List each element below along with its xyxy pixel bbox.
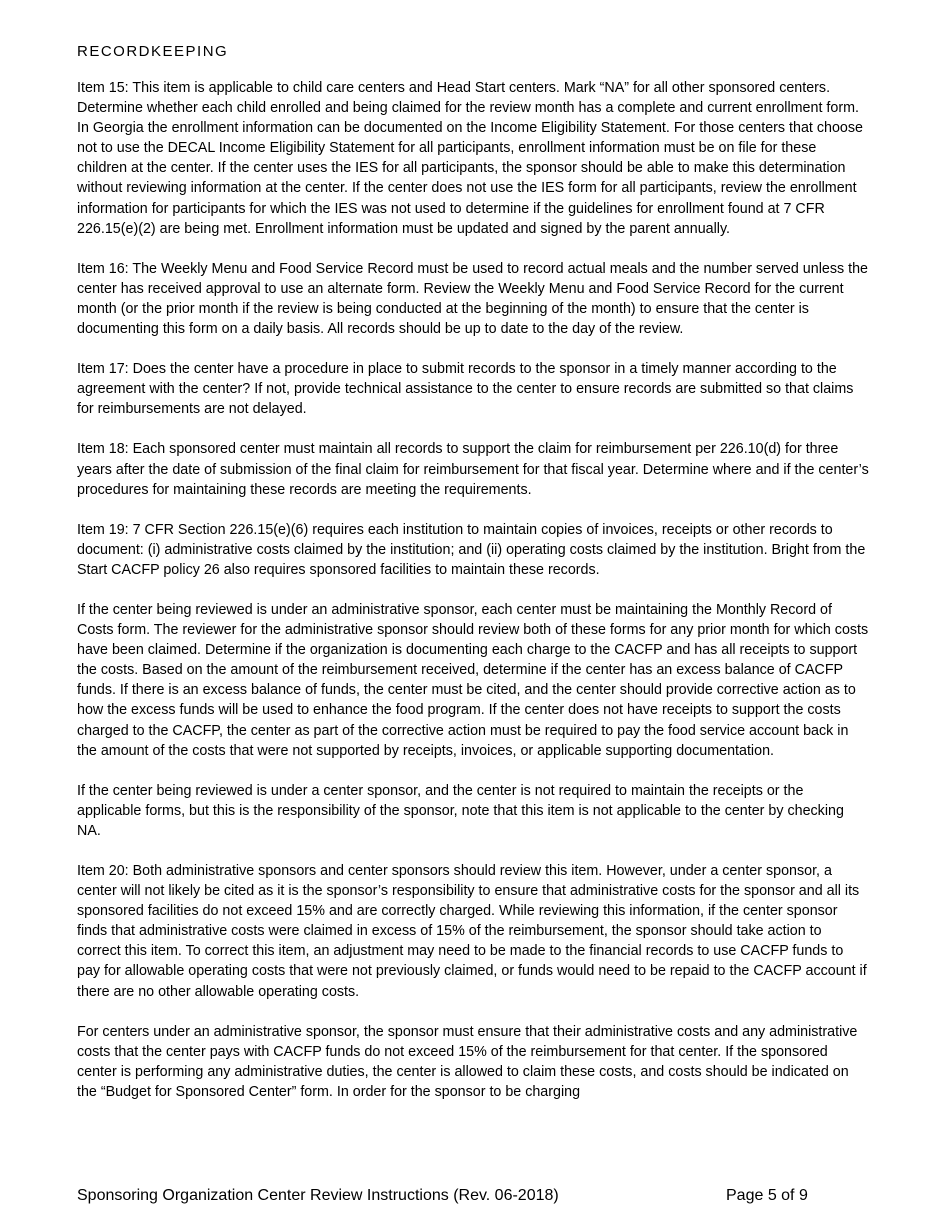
paragraph-item-19: Item 19: 7 CFR Section 226.15(e)(6) requires each institution to maintain copies of invoices, receipts or other records to document: (i) administrative costs claimed by the institution; and (ii) operating costs claimed by the institution. Bright from the Start CACFP policy 26 also requires sponsored facilities to maintain these records. xyxy=(77,521,866,578)
paragraph-administrative-sponsor: If the center being reviewed is under an administrative sponsor, each center must be maintaining the Monthly Record of Costs form. The reviewer for the administrative sponsor should review both of these forms for any prior month for which costs have been claimed. Determine if the organization is documenting each charge to the CACFP and has all receipts to support the costs. Based on the amount of the reimbursement received, determine if the center has an excess balance of CACFP funds. If there is an excess balance of funds, the center must be cited, and the center should provide corrective action as to how the excess funds will be used to enhance the food program. If the center does not have receipts to support the costs charged to the CACFP, the center as part of the corrective action must be required to pay the food service account back in the amount of the costs that were not supported by receipts, invoices, or applicable supporting documentation. xyxy=(77,601,869,759)
paragraph-admin-costs: For centers under an administrative sponsor, the sponsor must ensure that their administrative costs and any administrative costs that the center pays with CACFP funds do not exceed 15% of the reimbursement for that center. If the sponsored center is performing any administrative duties, the center is allowed to claim these costs, and costs should be indicated on the “Budget for Sponsored Center” form. In order for the sponsor to be charging xyxy=(77,1023,858,1100)
paragraph-item-15: Item 15: This item is applicable to child care centers and Head Start centers. Mark “NA” for all other sponsored centers. Determine whether each child enrolled and being claimed for the review month has a complete and current enrollment form. In Georgia the enrollment information can be documented on the Income Eligibility Statement. For those centers that choose not to use the DECAL Income Eligibility Statement for all participants, enrollment information must be on file for these children at the center. If the center uses the IES for all participants, the sponsor should be able to make this determination without reviewing information at the center. If the center does not use the IES form for all participants, review the enrollment information for participants for which the IES was not used to determine if the guidelines for enrollment found at 7 CFR 226.15(e)(2) are being met. Enrollment information must be updated and signed by the parent annually. xyxy=(77,80,863,237)
section-heading: RECORDKEEPING xyxy=(77,43,229,60)
paragraph-center-sponsor: If the center being reviewed is under a center sponsor, and the center is not required to maintain the receipts or the applicable forms, but this is the responsibility of the sponsor, note that this item is not applicable to the center by checking NA. xyxy=(77,782,844,839)
page-footer xyxy=(77,1187,869,1211)
paragraph-item-20: Item 20: Both administrative sponsors and center sponsors should review this item. However, under a center sponsor, a center will not likely be cited as it is the sponsor’s responsibility to ensure that administrative costs for the sponsor and all its sponsored facilities do not exceed 15% and are correctly charged. While reviewing this information, if the center sponsor finds that administrative costs were claimed in excess of 15% of the reimbursement, the sponsor should take action to correct this item. To correct this item, an adjustment may need to be made to the financial records to use CACFP funds to pay for allowable operating costs that were not previously claimed, or funds would need to be repaid to the CACFP account if there are no other allowable operating costs. xyxy=(77,863,867,1000)
footer-title: Sponsoring Organization Center Review Instructions (Rev. 06-2018) xyxy=(77,1187,559,1204)
paragraph-item-16: Item 16: The Weekly Menu and Food Service Record must be used to record actual meals and the number served unless the center has received approval to use an alternate form. Review the Weekly Menu and Food Service Record for the current month (or the prior month if the review is being conducted at the beginning of the month) to ensure that the center is documenting this form on a daily basis. All records should be up to date to the day of the review. xyxy=(77,260,868,338)
paragraph-item-17: Item 17: Does the center have a procedure in place to submit records to the sponsor in a timely manner according to the agreement with the center? If not, provide technical assistance to the center to ensure records are submitted so that claims for reimbursements are not delayed. xyxy=(77,361,854,418)
page-number: Page 5 of 9 xyxy=(726,1187,808,1204)
document-page xyxy=(77,42,869,1122)
paragraph-item-18: Item 18: Each sponsored center must maintain all records to support the claim for reimbursement per 226.10(d) for three years after the date of submission of the final claim for reimbursement for that fiscal year. Determine where and if the center’s procedures for maintaining these records are meeting the requirements. xyxy=(77,441,869,498)
